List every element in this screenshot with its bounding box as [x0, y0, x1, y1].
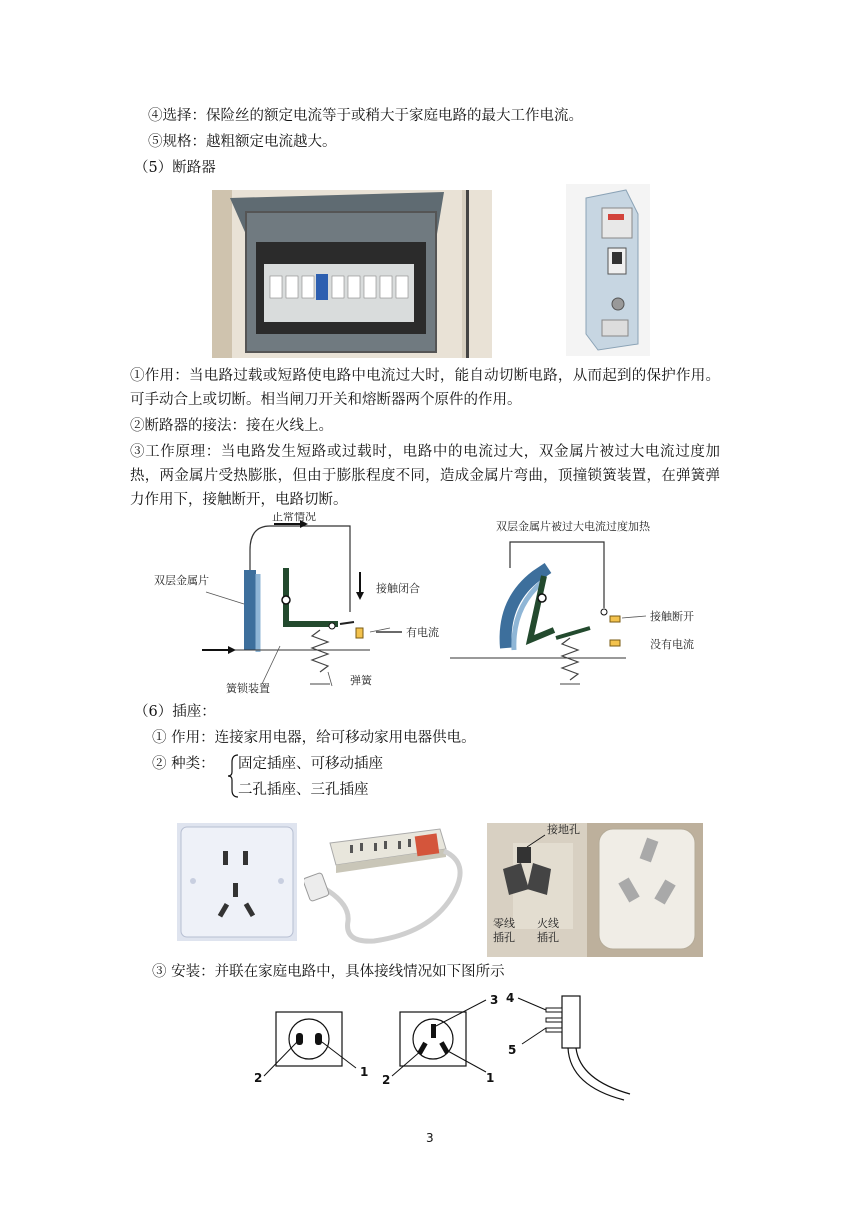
breaker-item-3: ③工作原理：当电路发生短路或过载时，电路中的电流过大，双金属片被过大电流过度加热，两金属片受热膨胀，但由于膨胀程度不同，造成金属片弯曲，顶撞锁簧装置，在弹簧弹力作用下，接触断开，电路切断。	[130, 444, 720, 508]
wiring-num-4: 4	[506, 991, 515, 1005]
label-no-current: 没有电流	[650, 638, 694, 651]
wall-socket-photo	[177, 823, 297, 945]
label-live-1: 火线	[537, 917, 559, 930]
fuse-item-4: ④选择：保险丝的额定电流等于或稍大于家庭电路的最大工作电流。	[148, 108, 583, 124]
socket-item-2-prefix: ② 种类：	[152, 756, 215, 772]
label-contact-closed: 接触闭合	[376, 582, 420, 595]
breaker-principle-diagram	[150, 512, 710, 700]
socket-wiring-diagram	[250, 990, 650, 1106]
wiring-num-3: 3	[490, 993, 499, 1007]
label-normal: 正常情况	[272, 512, 316, 523]
breaker-module-photo	[566, 184, 650, 360]
label-latch: 簧锁装置	[226, 682, 270, 695]
breaker-panel-photo	[212, 190, 492, 362]
breaker-heading: （5）断路器	[134, 160, 216, 176]
label-ground-hole: 接地孔	[547, 823, 580, 836]
page-number: 3	[426, 1131, 434, 1145]
socket-item-1: ① 作用：连接家用电器，给可移动家用电器供电。	[152, 730, 476, 746]
wiring-num-1a: 1	[360, 1065, 369, 1079]
socket-type-2: 二孔插座、三孔插座	[238, 782, 369, 798]
power-strip-photo	[304, 823, 474, 961]
socket-item-3: ③ 安装：并联在家庭电路中，具体接线情况如下图所示	[152, 964, 505, 980]
label-bimetal: 双层金属片	[154, 574, 209, 587]
label-neutral-1: 零线	[493, 917, 515, 930]
breaker-item-2: ②断路器的接法：接在火线上。	[130, 418, 333, 434]
label-contact-open: 接触断开	[650, 610, 694, 623]
wiring-num-1b: 1	[486, 1071, 495, 1085]
fuse-item-5: ⑤规格：越粗额定电流越大。	[148, 134, 337, 150]
label-neutral-2: 插孔	[493, 931, 515, 944]
socket-heading: （6）插座：	[134, 704, 216, 720]
breaker-item-1: ①作用：当电路过载或短路使电路中电流过大时，能自动切断电路，从而起到的保护作用。可手动合上或切断。相当闸刀开关和熔断器两个原件的作用。	[130, 368, 720, 408]
label-heated: 双层金属片被过大电流过度加热	[496, 520, 650, 533]
wiring-num-2a: 2	[254, 1071, 263, 1085]
socket-type-1: 固定插座、可移动插座	[238, 756, 383, 772]
wiring-num-2b: 2	[382, 1073, 391, 1087]
wiring-num-5: 5	[508, 1043, 517, 1057]
label-live-2: 插孔	[537, 931, 559, 944]
three-pin-socket-photo	[487, 823, 703, 961]
label-spring: 弹簧	[350, 674, 372, 687]
label-current: 有电流	[406, 626, 439, 639]
